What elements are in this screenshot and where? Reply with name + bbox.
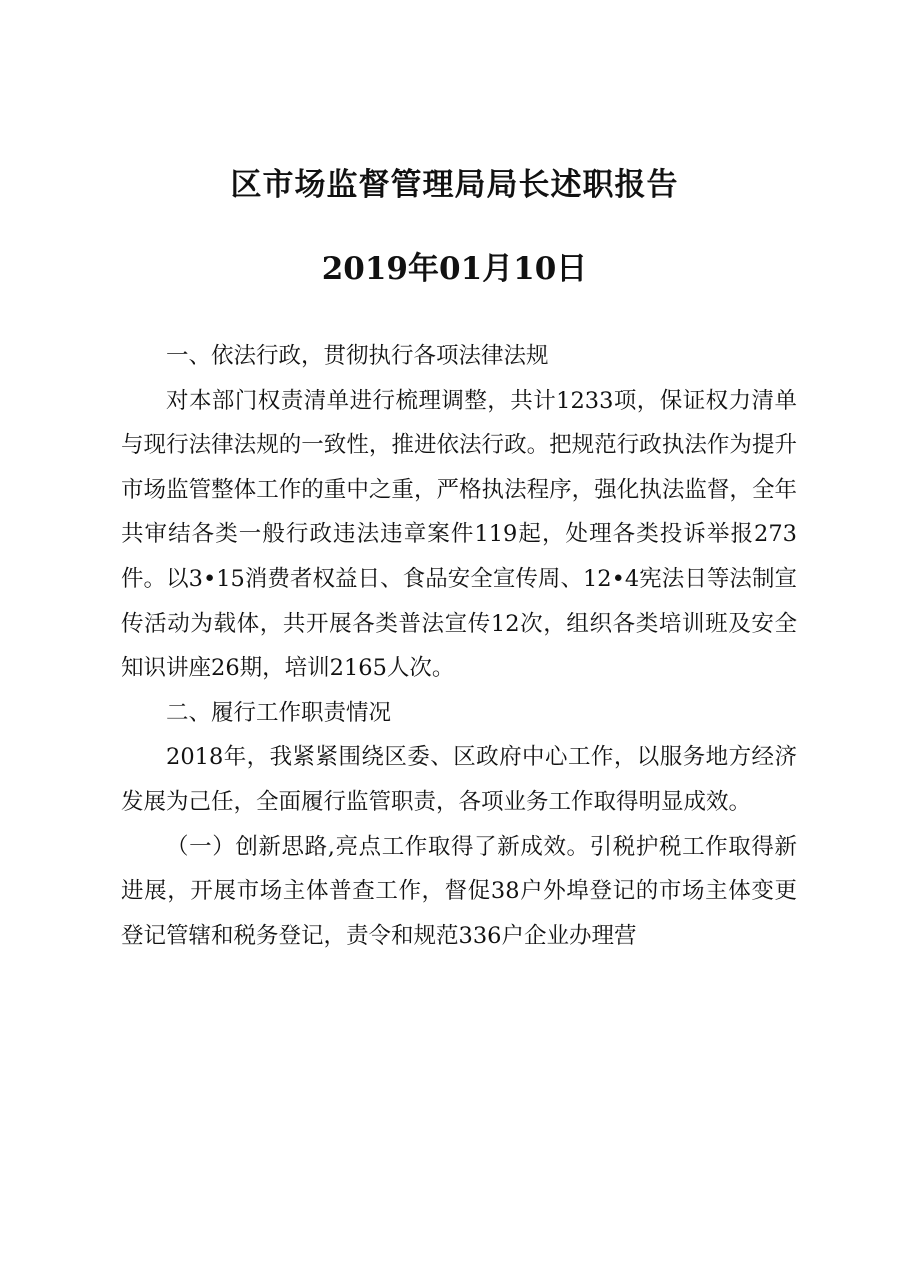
document-title: 区市场监督管理局局长述职报告 bbox=[230, 167, 679, 203]
document-body bbox=[121, 334, 797, 958]
section-heading-2: 二、履行工作职责情况 bbox=[166, 699, 392, 726]
document-date: 2019年01月10日 bbox=[321, 251, 588, 287]
paragraph-legal-administration: 对本部门权责清单进行梳理调整，共计1233项，保证权力清单与现行法律法规的一致性，推进依法行政。把规范行政执法作为提升市场监管整体工作的重中之重，严格执法程序，强化执法监督，全年共审结各类一般行政违法违章案件119起，处理各类投诉举报273件。以3•15消费者权益日、食品安全宣传周、12•4宪法日等法制宣传活动为载体，共开展各类普法宣传12次，组织各类培训班及安全知识讲座26期，培训2165人次。 bbox=[121, 387, 797, 682]
section-heading-1: 一、依法行政，贯彻执行各项法律法规 bbox=[166, 343, 549, 369]
paragraph-innovation: （一）创新思路,亮点工作取得了新成效。引税护税工作取得新进展，开展市场主体普查工作，督促38户外埠登记的市场主体变更登记管辖和税务登记，责令和规范336户企业办理营 bbox=[121, 833, 797, 949]
paragraph-duties-overview: 2018年，我紧紧围绕区委、区政府中心工作，以服务地方经济发展为己任，全面履行监管职责，各项业务工作取得明显成效。 bbox=[121, 744, 797, 815]
